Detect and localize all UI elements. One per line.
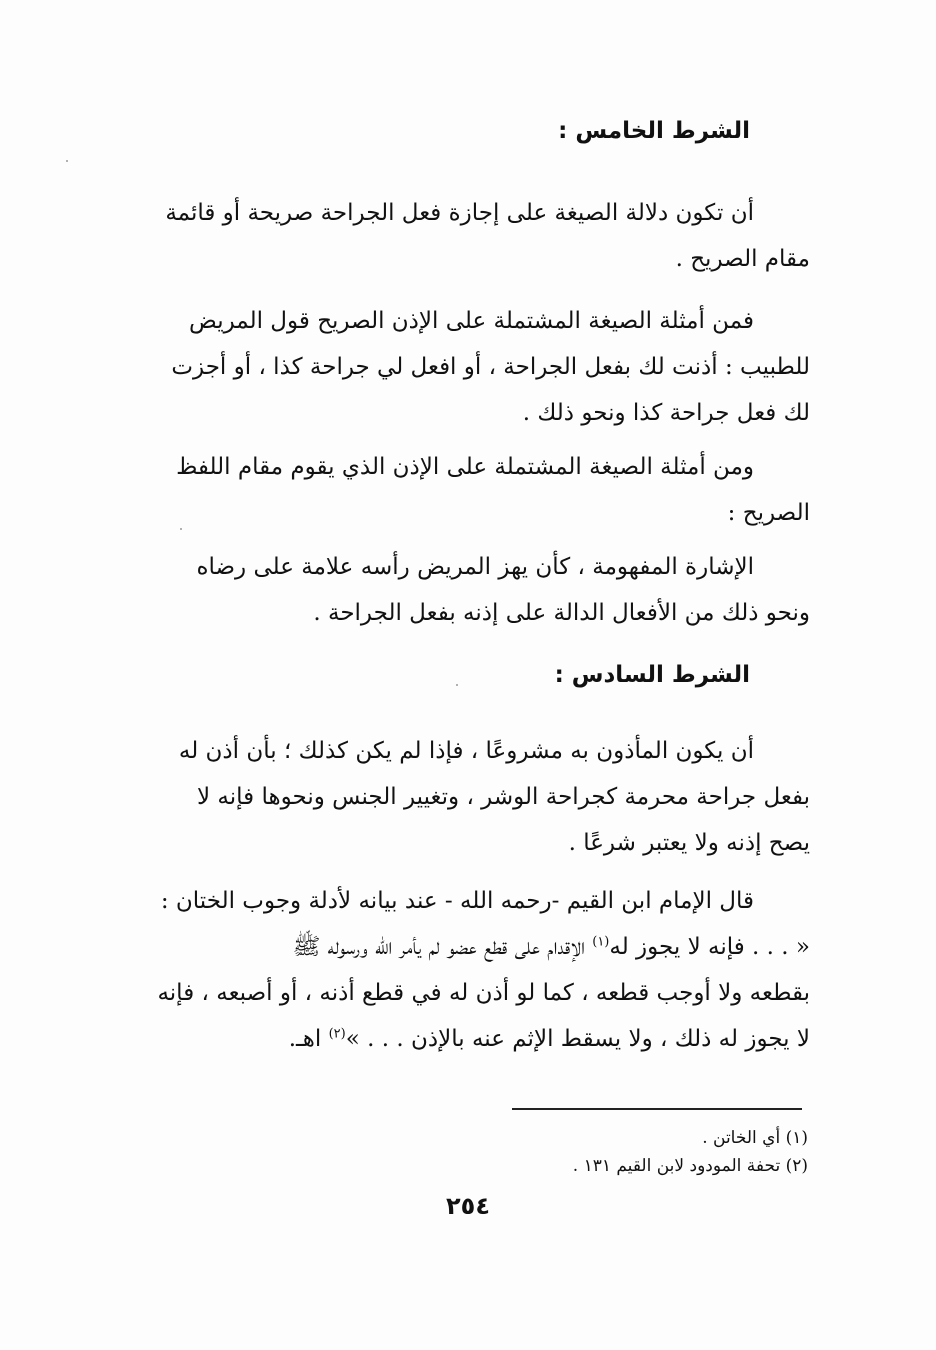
paragraph-line: مقام الصريح . [675,246,810,272]
paragraph-explicit-consent [100,190,810,282]
paragraph-line: يصح إذنه ولا يعتبر شرعًا . [568,830,810,856]
scan-speck [456,684,458,686]
paragraph-explicit-examples [100,298,810,436]
footnote-2: (٢) تحفة المودود لابن القيم ١٣١ . [572,1156,808,1176]
quote-text: الإقدام على قطع عضو لم يأمر الله ورسوله ﷺ [292,934,593,960]
quote-intro-line: قال الإمام ابن القيم -رحمه الله - عند بيانه لأدلة وجوب الختان : [160,888,754,914]
paragraph-line: ومن أمثلة الصيغة المشتملة على الإذن الذي يقوم مقام اللفظ [176,454,754,480]
section-heading-fifth-condition: الشرط الخامس : [558,118,750,144]
paragraph-lawful-procedure [100,728,810,866]
paragraph-line: أن يكون المأذون به مشروعًا ، فإذا لم يكن كذلك ؛ بأن أذن له [178,738,754,764]
paragraph-line: لك فعل جراحة كذا ونحو ذلك . [522,400,810,426]
footnote-marker[interactable]: (٢) [328,1026,346,1042]
paragraph-line: أن تكون دلالة الصيغة على إجازة فعل الجراحة صريحة أو قائمة [165,200,754,226]
scan-speck [66,160,68,162]
paragraph-line: فمن أمثلة الصيغة المشتملة على الإذن الصريح قول المريض [189,308,754,334]
quote-text: « . . . فإنه لا يجوز له [609,934,810,960]
quote-line: بقطعه ولا أوجب قطعه ، كما لو أذن له في قطع أذنه ، أو أصبعه ، فإنه [157,980,810,1006]
paragraph-line: الإشارة المفهومة ، كأن يهز المريض رأسه علامة على رضاه [196,554,754,580]
footnote-1: (١) أي الخاتن . [702,1128,808,1148]
quote-text: اهـ. [288,1026,329,1052]
paragraph-line: للطبيب : أذنت لك بفعل الجراحة ، أو افعل لي جراحة كذا ، أو أجزت [171,354,810,380]
paragraph-line: الصريح : [727,500,810,526]
quote-text: لا يجوز له ذلك ، ولا يسقط الإثم عنه بالإذن . . . » [345,1026,810,1052]
paragraph-implicit-consent [100,444,810,536]
quote-line [100,1016,810,1062]
footnotes [248,1124,808,1180]
scan-speck [180,528,182,530]
quote-line [100,924,810,970]
footnote-divider [512,1108,802,1110]
paragraph-line: بفعل جراحة محرمة كجراحة الوشر ، وتغيير الجنس ونحوها فإنه لا [196,784,810,810]
footnote-marker[interactable]: (١) [592,934,610,950]
paragraph-ibn-alqayyim-quote [100,878,810,1062]
page-number: ٢٥٤ [446,1192,490,1220]
paragraph-gesture-examples [100,544,810,636]
section-heading-sixth-condition: الشرط السادس : [554,662,750,688]
paragraph-line: ونحو ذلك من الأفعال الدالة على إذنه بفعل الجراحة . [313,600,810,626]
